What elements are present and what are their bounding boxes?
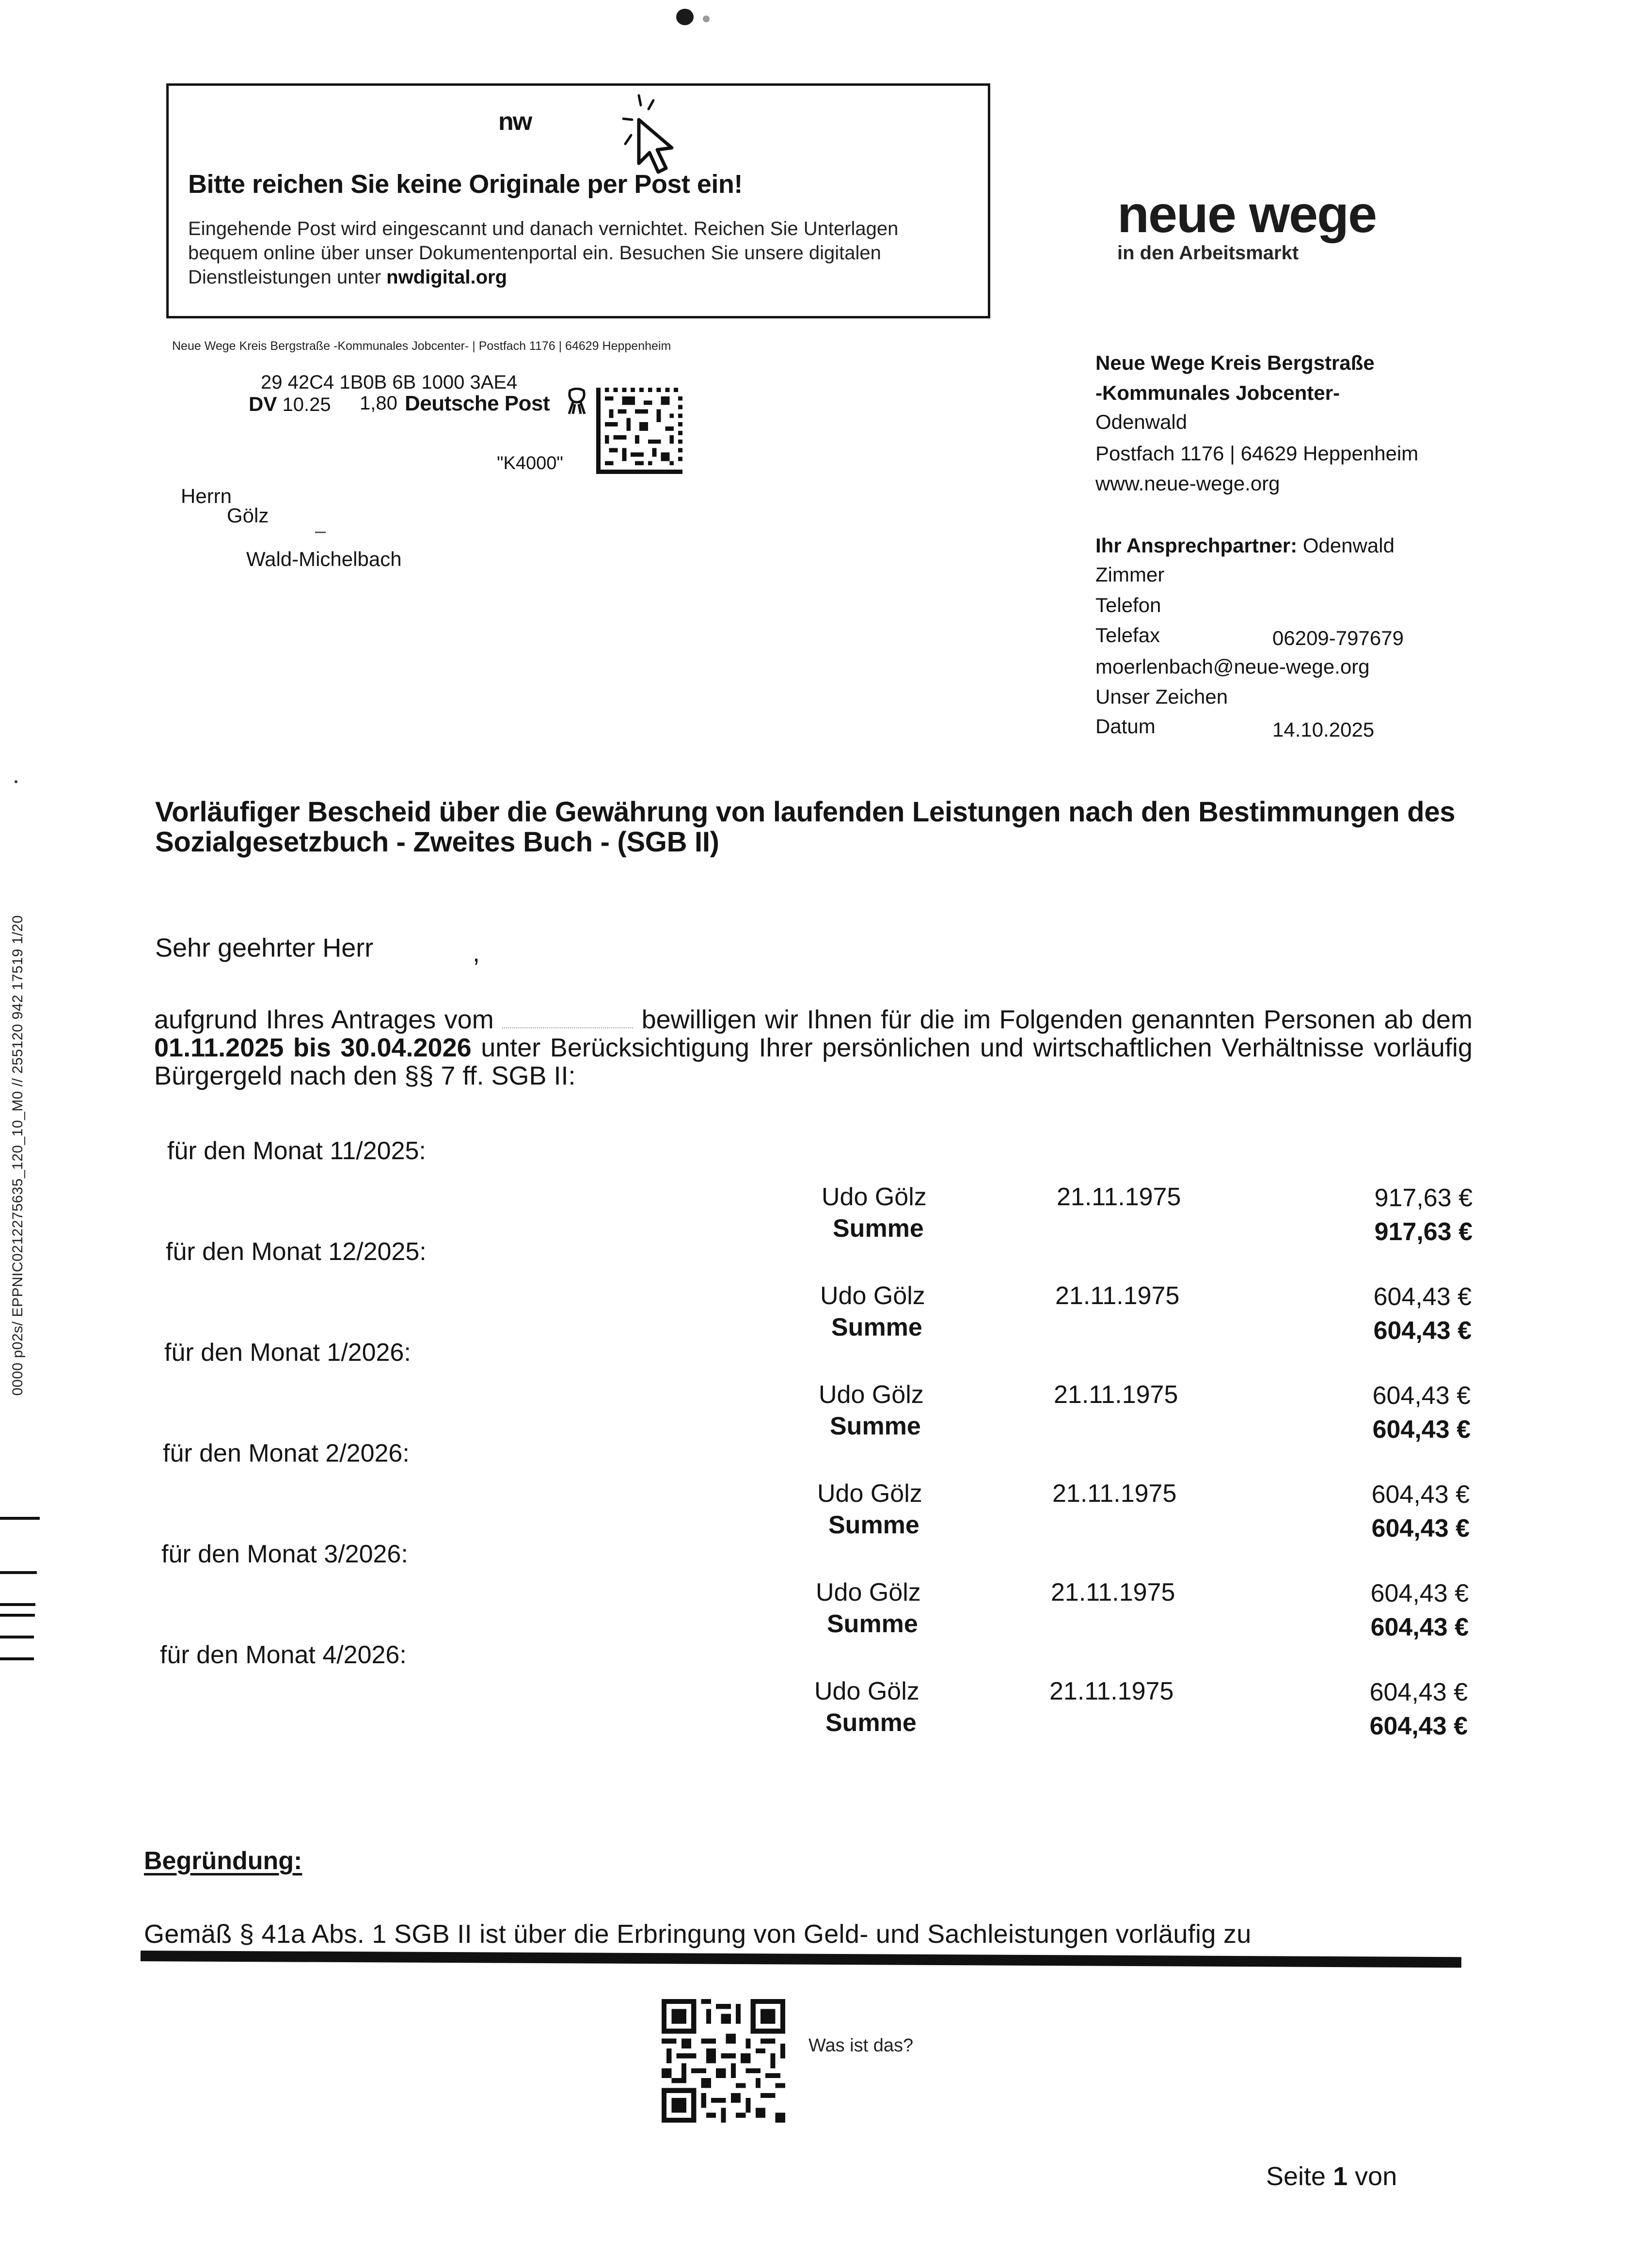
person-dob: 21.11.1975 [1052,1480,1177,1508]
letter-subject: Vorläufiger Bescheid über die Gewährung von laufenden Leistungen nach den Bestimmungen des Sozialgesetzbuch - Zweites Buch - (SGB II) [155,796,1456,858]
body-part-b: bewilligen wir Ihnen für die im Folgenden genannten Personen ab dem [641,1005,1473,1034]
franking-dv-label: DV [249,393,277,415]
notice-link[interactable]: nwdigital.org [386,267,507,288]
sum-label: Summe [831,1313,922,1341]
sender-org-line1: Neue Wege Kreis Bergstraße [1095,351,1375,374]
salutation-comma: , [473,938,480,967]
sender-address: Postfach 1176 | 64629 Heppenheim [1095,442,1419,465]
body-part-a: aufgrund Ihres Antrages vom [154,1005,494,1034]
date-to: 30.04.2026 [340,1033,472,1062]
sum-label: Summe [827,1610,918,1638]
sender-office: Odenwald [1095,410,1188,433]
franking-price: 1,80 [360,393,397,414]
month-label: für den Monat 3/2026: [161,1540,408,1568]
brand-logo: neue wege [1117,185,1377,243]
sender-website[interactable]: www.neue-wege.org [1095,472,1280,495]
person-amount: 604,43 € [1372,1382,1471,1410]
person-amount: 604,43 € [1371,1480,1470,1509]
sum-label: Summe [828,1511,919,1539]
franking-dv-date: 10.25 [282,394,331,415]
sum-amount: 604,43 € [1372,1416,1471,1444]
room-label: Zimmer [1095,563,1165,586]
fold-mark [0,1636,34,1638]
month-label: für den Monat 2/2026: [163,1439,410,1467]
person-dob: 21.11.1975 [1057,1183,1181,1211]
fax-label: Telefax [1095,624,1160,646]
sum-label: Summe [833,1214,924,1243]
letter-salutation: Sehr geehrter Herr [155,933,374,962]
notice-body [188,217,973,289]
fax-value: 06209-797679 [1272,627,1404,649]
franking-k-code: "K4000" [497,453,563,473]
person-amount: 604,43 € [1370,1579,1469,1607]
page-current: 1 [1333,2162,1348,2191]
fold-mark [0,1571,37,1574]
cursor-click-icon [619,91,687,178]
person-name: Udo Gölz [817,1480,922,1508]
franking-dv [249,393,331,416]
reasoning-text: Gemäß § 41a Abs. 1 SGB II ist über die Erbringung von Geld- und Sachleistungen vorläufig zu [144,1920,1252,1949]
contact-value: Odenwald [1302,534,1394,557]
month-label: für den Monat 1/2026: [164,1339,411,1367]
sum-amount: 604,43 € [1371,1514,1470,1543]
person-amount: 604,43 € [1373,1283,1472,1311]
person-name: Udo Gölz [814,1677,919,1705]
recipient-name: Gölz [227,504,269,527]
divider-rule [141,1951,1461,1968]
person-dob: 21.11.1975 [1049,1677,1174,1705]
fold-mark [0,1614,35,1617]
date-from: 01.11.2025 [154,1033,284,1062]
person-dob: 21.11.1975 [1054,1381,1178,1409]
reasoning-title: Begründung: [144,1847,302,1875]
fold-mark [0,1657,34,1660]
franking-datamatrix-icon [596,388,682,474]
month-label: für den Monat 12/2025: [166,1238,427,1266]
month-label: für den Monat 4/2026: [160,1641,407,1669]
page-suffix: von [1355,2162,1397,2191]
scan-artifact [15,780,17,783]
letter-body [154,1006,1473,1090]
recipient-redaction-mark [315,532,326,533]
contact-person [1095,536,1394,556]
contact-email[interactable]: moerlenbach@neue-wege.org [1095,655,1370,678]
sender-org-line2: -Kommunales Jobcenter- [1095,381,1340,404]
page-prefix: Seite [1266,2162,1326,2191]
date-label: Datum [1095,715,1156,738]
date-bis: bis [293,1033,331,1062]
sum-label: Summe [825,1709,917,1737]
person-name: Udo Gölz [819,1381,924,1409]
reference-label: Unser Zeichen [1095,685,1228,708]
notice-body-text: Eingehende Post wird eingescannt und danach vernichtet. Reichen Sie Unterlagen bequem online über unser Dokumentenportal ein. Besuchen Sie unsere digitalen Dienstleistungen unter [188,218,899,288]
recipient-salutation: Herrn [181,485,232,507]
scan-artifact [676,9,694,25]
scan-artifact [703,16,710,22]
person-amount: 917,63 € [1374,1184,1473,1212]
sum-label: Summe [830,1412,921,1440]
contact-label: Ihr Ansprechpartner: [1095,534,1298,557]
franking-code: 29 42C4 1B0B 6B 1000 3AE4 [261,372,518,393]
brand-tagline: in den Arbeitsmarkt [1117,242,1299,264]
fold-mark [0,1517,40,1520]
posthorn-icon [567,388,586,417]
person-name: Udo Gölz [822,1183,927,1211]
date-value: 14.10.2025 [1272,718,1375,741]
fold-mark [0,1603,35,1606]
sum-amount: 604,43 € [1373,1317,1472,1345]
person-name: Udo Gölz [820,1282,925,1310]
sum-amount: 604,43 € [1369,1712,1468,1740]
notice-box [166,83,990,318]
page-number [1266,2161,1397,2191]
person-name: Udo Gölz [816,1578,921,1606]
sum-amount: 604,43 € [1370,1613,1469,1641]
body-part-c: unter Berücksichtigung Ihrer persönlichen und wirtschaftlichen Verhältnisse vorläufig Bürgergeld nach den §§ 7 ff. SGB II: [154,1033,1473,1090]
redacted-date [502,1018,633,1028]
franking-carrier: Deutsche Post [405,392,550,415]
person-dob: 21.11.1975 [1055,1282,1180,1310]
notice-title: Bitte reichen Sie keine Originale per Post ein! [188,170,743,199]
qr-help-label[interactable]: Was ist das? [808,2035,914,2056]
qr-code-icon[interactable] [662,1999,785,2123]
margin-document-code: 0000 p02s/ EPPNIC0212275635_120_10_M0 // 255120 942 17519 1/20 [10,915,26,1396]
person-amount: 604,43 € [1369,1678,1468,1706]
sum-amount: 917,63 € [1374,1218,1473,1246]
phone-label: Telefon [1095,594,1161,616]
month-label: für den Monat 11/2025: [167,1137,426,1165]
nw-logo: nw [498,108,532,136]
person-dob: 21.11.1975 [1051,1578,1175,1606]
sender-return-line: Neue Wege Kreis Bergstraße -Kommunales Jobcenter- | Postfach 1176 | 64629 Heppenheim [172,339,671,353]
recipient-city: Wald-Michelbach [246,548,402,570]
